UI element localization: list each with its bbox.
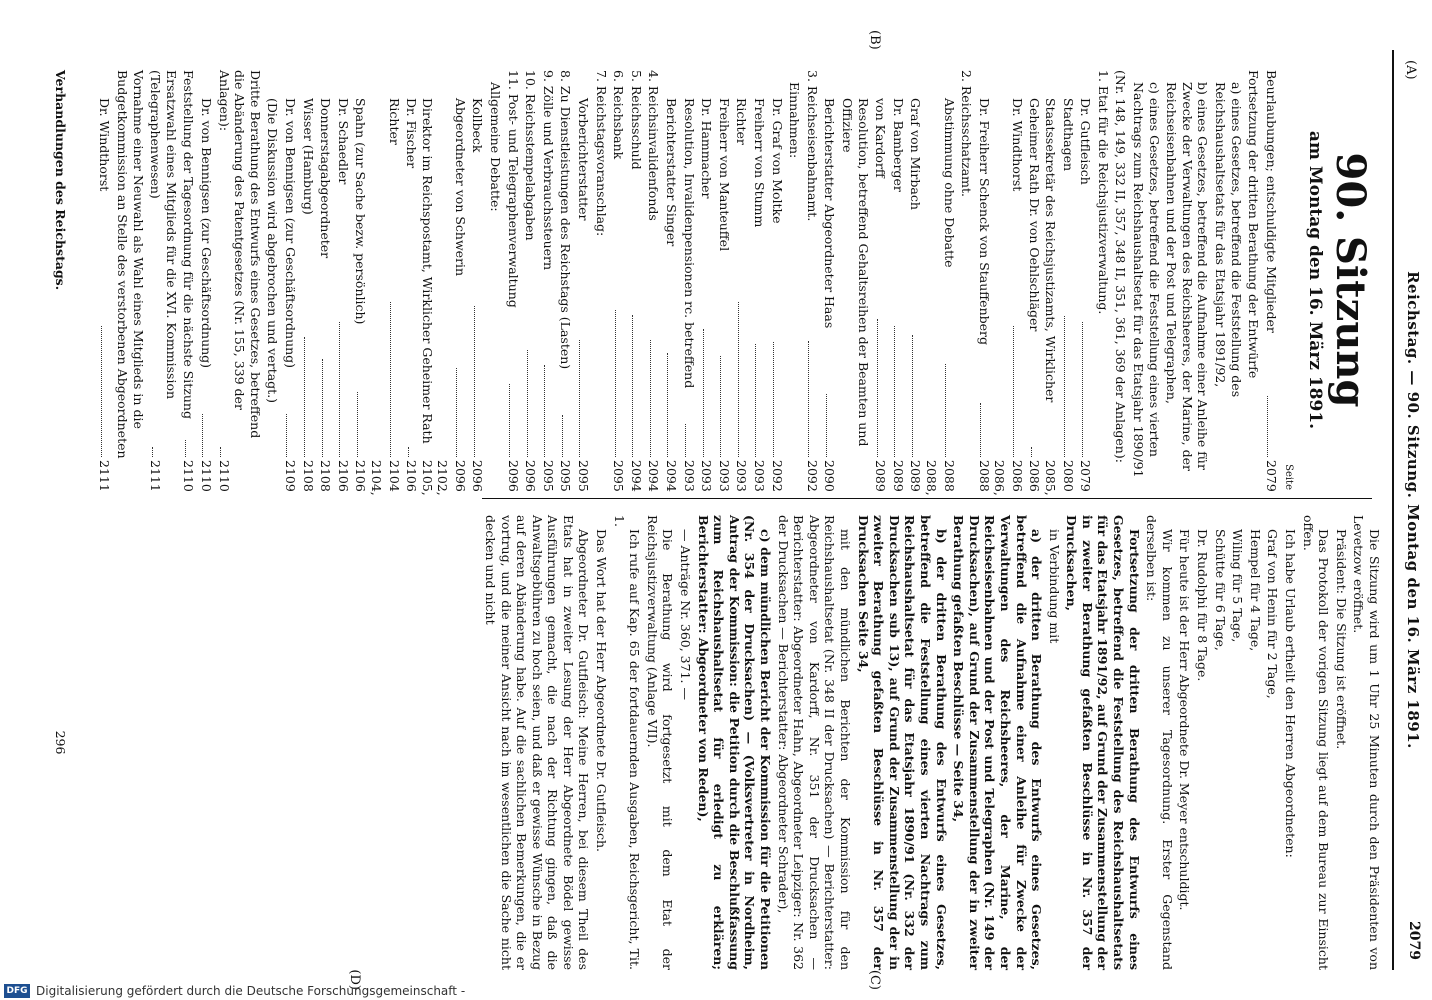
- toc-entry-text: Dritte Berathung des Entwurfs eines Gesetzes, betreffend die Abänderung des Patentgesetzes (Nr. 155, 339 der Anlagen):: [216, 70, 263, 439]
- proceedings-paragraph: Das Wort hat der Herr Abgeordnete Dr. Gutfleisch.: [594, 529, 610, 853]
- toc-entry: [575, 70, 591, 490]
- proceedings-paragraph: Das Protokoll der vorigen Sitzung liegt auf dem Bureau zur Einsicht offen.: [1300, 515, 1332, 970]
- toc-entry-text: 8. Zu Dienstleistungen des Reichstags (Lasten): [558, 70, 574, 370]
- toc-leader-dots: [562, 415, 563, 457]
- toc-entry-text: 6. Reichsbank: [611, 70, 627, 160]
- toc-entry: [97, 70, 113, 490]
- toc-entry: [148, 70, 179, 490]
- toc-entry-text: Einnahmen:: [787, 82, 803, 159]
- toc-entry-page: 2106: [335, 460, 351, 492]
- session-date: am Montag den 16. März 1891.: [1305, 130, 1325, 430]
- toc-entry-text: Graf von Mirbach: [908, 98, 924, 210]
- toc-entry: [1113, 70, 1129, 490]
- toc-entry-text: Wisser (Hamburg): [300, 98, 316, 215]
- toc-entry-page: 2088: [941, 460, 957, 492]
- toc-entry-page: 2086, 2088: [976, 460, 1008, 496]
- toc-entry-text: Beurlaubungen; entschuldigte Mitglieder: [1263, 70, 1279, 333]
- toc-leader-dots: [509, 384, 510, 457]
- toc-leader-dots: [408, 447, 409, 457]
- toc-entry-text: Spahn (zur Sache bezw. persönlich): [353, 98, 369, 325]
- toc-entry-page: 2109: [282, 460, 298, 492]
- toc-entry-text: Direktor im Reichspostamt, Wirklicher Geheimer Rath Dr. Fischer: [404, 98, 435, 444]
- column-divider: [482, 498, 1372, 499]
- toc-leader-dots: [1031, 447, 1032, 457]
- margin-letter-b: (B): [867, 30, 882, 50]
- toc-leader-dots: [877, 319, 878, 457]
- toc-entry-page: 2094: [664, 460, 680, 492]
- toc-entry-text: Dr. Gutfleisch: [1078, 98, 1094, 185]
- toc-leader-dots: [527, 350, 528, 457]
- toc-entry: [751, 70, 767, 490]
- toc-entry: [593, 70, 609, 490]
- proceedings-paragraph: b) der dritten Berathung des Entwurfs eines Gesetzes, betreffend die Feststellung eines vierten Nachtrags zum Reichshaushaltsetat für das Etatsjahr 1890/91 (Nr. 332 der Drucksachen sub 13), auf Grund der Zusammenstellung der in zweiter Berathung gefaßten Beschlüsse in Nr. 357 der Drucksachen Seite 34,: [855, 515, 949, 970]
- margin-letter-a: (A): [1403, 60, 1418, 80]
- toc-entry: [1078, 70, 1094, 490]
- toc-entry: [1263, 70, 1279, 490]
- toc-entry: [769, 70, 785, 490]
- toc-entry: [300, 70, 316, 490]
- toc-leader-dots: [357, 392, 358, 457]
- toc-leader-dots: [339, 322, 340, 457]
- toc-entry: [114, 70, 145, 490]
- toc-entry-page: 2079: [1263, 460, 1279, 492]
- toc-entry-text: c) eines Gesetzes, betreffend die Feststellung eines vierten Nachtrags zum Reichshaushaltsetat für das Etatsjahr 1890/91: [1131, 82, 1162, 478]
- toc-entry: [404, 70, 451, 496]
- toc-entry: [1212, 70, 1243, 490]
- toc-entry-page: 2095: [558, 460, 574, 492]
- toc-leader-dots: [615, 310, 616, 457]
- toc-entry-page: 2111: [148, 460, 164, 492]
- toc-entry-text: Dr. Freiherr Schenck von Stauffenberg: [976, 98, 992, 346]
- proceedings-paragraph: a) der dritten Berathung des Entwurfs eines Gesetzes, betreffend die Aufnahme einer Anleihe für Zwecke der Verwaltungen des Reichsheeres, der Marine, der Reichseisenbahnen und der Post und Telegraphen (Nr. 149 der Drucksachen), auf Grund der Zusammenstellung der in zweiter Berathung gefaßten Beschlüsse — Seite 34,: [951, 515, 1045, 970]
- toc-entry-page: 2080: [1060, 460, 1076, 492]
- toc-leader-dots: [650, 340, 651, 457]
- toc-leader-dots: [322, 359, 323, 457]
- proceedings-paragraph: — Anträge Nr. 360, 371. —: [678, 529, 694, 700]
- toc-leader-dots: [1013, 326, 1014, 457]
- toc-entry-page: 2104, 2106: [353, 460, 384, 496]
- toc-entry: [959, 70, 975, 490]
- toc-entry: [540, 70, 556, 490]
- toc-leader-dots: [1082, 322, 1083, 457]
- toc-entry: [716, 70, 732, 490]
- toc-entry-page: 2089: [873, 460, 889, 492]
- proceedings-paragraph: Wir kommen zu unserer Tagesordnung. Erster Gegenstand derselben ist:: [1144, 515, 1175, 970]
- toc-leader-dots: [202, 414, 203, 457]
- toc-entry-text: Abstimmung ohne Debatte: [941, 98, 957, 268]
- toc-leader-dots: [826, 394, 827, 457]
- toc-entry-text: Kollbeck: [470, 98, 486, 153]
- toc-leader-dots: [579, 340, 580, 457]
- toc-entry-page: 2093: [716, 460, 732, 492]
- toc-leader-dots: [808, 341, 809, 457]
- toc-entry-text: 3. Reichseisenbahnamt.: [804, 70, 820, 222]
- proceedings-paragraph: mit den mündlichen Berichten der Kommission für den Reichshaushaltsetat (Nr. 348 II der Drucksachen) — Berichterstatter: Abgeordneter von Kardorff, Nr. 351 der Drucksachen — Berichterstatter: Abgeordneter Hahn, Abgeordneter Leipziger: Nr. 362 der Drucksachen — Berichterstatter: Abgeordneter Schrader),: [775, 515, 853, 970]
- toc-entry: [976, 70, 1008, 496]
- toc-entry-text: 4. Reichsinvalidenfonds: [646, 70, 662, 221]
- toc-leader-dots: [755, 344, 756, 457]
- toc-entry-page: 2089: [890, 460, 906, 492]
- toc-entry-page: 2090: [822, 460, 838, 492]
- toc-entry: [941, 70, 957, 490]
- toc-entry-text: Freiherr von Stumm: [752, 98, 767, 228]
- toc-leader-dots: [703, 329, 704, 457]
- toc-leader-dots: [667, 353, 668, 457]
- toc-leader-dots: [390, 302, 391, 457]
- toc-entry: [1027, 70, 1059, 496]
- toc-entry: [558, 70, 574, 490]
- toc-entry-text: Dr. Windthorst: [97, 98, 113, 192]
- proceedings-paragraph: Abgeordneter Dr. Gutfleisch: Meine Herren, bei diesem Theil des Etats hat in zweiter Lesung der Herr Abgeordnete Bödel gewisse Ausführungen gemacht, die nach der Richtung gingen, daß die Anwaltsgebühren zu hoch seien, und daß er gewisse Wünsche in Bezug auf deren Abänderung habe. Auf die sachlichen Bemerkungen, die er vortrug, und die meiner Ansicht nach im wesentlichen die Sache nicht decken und nicht: [482, 515, 592, 970]
- page-number: 2079: [1406, 921, 1422, 960]
- toc-leader-dots: [286, 414, 287, 457]
- toc-entry-page: 2108: [300, 460, 316, 492]
- toc-entry: [353, 70, 384, 496]
- proceedings-paragraph: Die Sitzung wird um 1 Uhr 25 Minuten durch den Präsidenten von Levetzow eröffnet.: [1351, 515, 1382, 970]
- toc-entry: [699, 70, 715, 490]
- toc-leader-dots: [474, 306, 475, 457]
- table-of-contents: [97, 70, 1279, 496]
- proceedings-paragraph: Die Berathung wird fortgesetzt mit dem Etat der Reichsjustizverwaltung (Anlage VII).: [644, 515, 676, 970]
- toc-entry-text: Staatssekretär des Reichsjustizamts, Wirklicher Geheimer Rath Dr. von Oehlschläger: [1027, 98, 1059, 403]
- toc-entry: [628, 70, 644, 490]
- toc-entry-page: 2104: [386, 460, 402, 492]
- toc-entry: [386, 70, 402, 490]
- toc-entry: [265, 70, 281, 490]
- toc-entry-text: Dr. Bamberger: [890, 98, 906, 192]
- toc-leader-dots: [773, 342, 774, 457]
- toc-entry: [198, 70, 214, 490]
- toc-entry: [335, 70, 351, 490]
- toc-entry-text: Dr. Windthorst: [1009, 98, 1025, 192]
- toc-entry-text: 11. Post- und Telegraphenverwaltung: [505, 70, 521, 308]
- digitization-watermark: [0, 980, 1432, 1000]
- toc-entry-text: Stadthagen: [1060, 98, 1076, 172]
- toc-entry: [1095, 70, 1111, 490]
- toc-entry-page: 2088, 2089: [908, 460, 939, 496]
- toc-entry-page: 2092: [769, 460, 785, 492]
- toc-entry: [1060, 70, 1076, 490]
- toc-entry-text: (Nr. 148, 149, 332 II, 357, 348 II, 351, 361, 369 der Anlagen):: [1113, 70, 1129, 463]
- toc-entry: [611, 70, 627, 490]
- toc-entry-page: 2110: [181, 460, 197, 492]
- toc-entry-text: Dr. von Bennigsen (zur Geschäftsordnung): [282, 98, 298, 369]
- footer-verhandlungen: Verhandlungen des Reichstags.: [52, 70, 68, 291]
- proceedings-paragraph: in Verbindung mit: [1046, 529, 1062, 644]
- toc-entry-text: Richter: [734, 98, 750, 145]
- toc-entry: [663, 70, 679, 490]
- toc-entry-text: b) eines Gesetzes, betreffend die Aufnahme einer Anleihe für Zwecke der Verwaltungen des Reichsheeres, der Marine, der Reichseisenbahnen und der Post und Telegraphen,: [1164, 82, 1211, 472]
- toc-entry-page: 2096: [505, 460, 521, 492]
- proceedings-paragraph: Graf von Henin für 2 Tage,: [1265, 529, 1281, 699]
- toc-entry: [787, 70, 803, 490]
- toc-leader-dots: [1267, 396, 1268, 457]
- toc-entry-page: 2108: [318, 460, 334, 492]
- toc-entry: [452, 70, 468, 490]
- toc-entry: [181, 70, 197, 490]
- toc-entry-page: 2079: [1078, 460, 1094, 492]
- toc-leader-dots: [152, 447, 153, 457]
- toc-entry-text: Fortsetzung der dritten Berathung der Entwürfe: [1246, 70, 1262, 379]
- toc-entry: [523, 70, 539, 490]
- toc-leader-dots: [945, 364, 946, 457]
- toc-entry: [1009, 70, 1025, 490]
- proceedings-paragraph: Ich rufe auf Kap. 65 der fortdauernden Ausgaben, Reichsgericht, Tit. 1.: [611, 515, 643, 970]
- toc-entry: [488, 70, 504, 490]
- running-header: [1398, 60, 1426, 960]
- right-column-proceedings: [52, 515, 1382, 990]
- proceedings-paragraph: Ich habe Urlaub ertheilt den Herren Abgeordneten:: [1283, 529, 1299, 858]
- toc-leader-dots: [912, 335, 913, 457]
- toc-entry-page: 2095: [576, 460, 592, 492]
- toc-leader-dots: [220, 447, 221, 457]
- proceedings-paragraph: Präsident: Die Sitzung ist eröffnet.: [1333, 529, 1349, 750]
- toc-entry-text: Berichterstatter Singer: [664, 98, 680, 247]
- toc-entry-text: (Die Diskussion wird abgebrochen und vertagt.): [265, 98, 281, 404]
- toc-entry-page: 2093: [699, 460, 715, 492]
- toc-entry: [646, 70, 662, 490]
- toc-entry-text: a) eines Gesetzes, betreffend die Feststellung des Reichshaushaltsetats für das Etatsjahr 1891/92,: [1213, 82, 1244, 398]
- proceedings-paragraph: Wiling für 5 Tage,: [1230, 529, 1246, 643]
- session-title: 90. Sitzung: [1327, 152, 1374, 408]
- proceedings-paragraph: c) dem mündlichen Bericht der Kommission für die Petitionen (Nr. 354 der Drucksachen) — (Volksvertreter in Nordheim, Antrag der Kommission: die Petition durch die Beschlußfassung zum Reichshaushaltsetat für erledigt zu erklären; Berichterstatter: Abgeordneter von Reden),: [695, 515, 774, 970]
- toc-leader-dots: [1064, 316, 1065, 457]
- toc-entry-text: Donnerstagabgeordneter: [318, 98, 334, 259]
- toc-leader-dots: [720, 356, 721, 457]
- toc-entry: [734, 70, 750, 490]
- toc-entry-text: von Kardorff: [873, 98, 889, 178]
- toc-entry-text: Dr. Hammacher: [699, 98, 715, 199]
- toc-leader-dots: [685, 424, 686, 457]
- toc-leader-dots: [894, 326, 895, 457]
- toc-entry-text: 7. Reichstagsvoranschlag:: [593, 70, 609, 237]
- toc-entry-text: Feststellung der Tagesordnung für die nächste Sitzung: [181, 70, 197, 419]
- toc-entry-page: 2094: [646, 460, 662, 492]
- proceedings-text: [482, 515, 1382, 970]
- toc-entry-text: Resolution, Invalidenpensionen rc. betreffend: [681, 98, 697, 389]
- toc-entry-page: 2110: [199, 460, 214, 492]
- toc-entry-text: Richter: [386, 98, 402, 145]
- dfg-logo-icon: DFG: [4, 984, 30, 998]
- toc-leader-dots: [632, 315, 633, 457]
- proceedings-paragraph: Schütte für 6 Tage,: [1212, 529, 1228, 651]
- toc-leader-dots: [304, 337, 305, 457]
- footer-sheet-number: 296: [52, 730, 68, 755]
- watermark-text: Digitalisierung gefördert durch die Deutsche Forschungsgemeinschaft -: [36, 984, 466, 998]
- toc-leader-dots: [456, 368, 457, 457]
- toc-entry-text: Dr. von Bennigsen (zur Geschäftsordnung): [199, 98, 214, 369]
- toc-entry-page: 2110: [216, 460, 232, 492]
- seite-label: Seite: [1283, 464, 1295, 490]
- toc-entry-page: 2092: [804, 460, 820, 492]
- toc-entry-text: Abgeordneter von Schwerin: [452, 98, 468, 277]
- toc-entry-text: Ersatzwahl eines Mitglieds für die XVI. Kommission (Telegraphenwesen): [148, 70, 179, 400]
- header-rule: [1392, 50, 1394, 970]
- header-title: Reichstag. — 90. Sitzung. Montag den 16. März 1891.: [1404, 271, 1422, 749]
- toc-entry-page: 2093: [752, 460, 767, 492]
- toc-entry-text: Freiherr von Manteuffel: [716, 98, 732, 252]
- toc-entry: [681, 70, 697, 490]
- toc-entry-page: 2111: [97, 460, 113, 492]
- toc-entry: [216, 70, 263, 490]
- proceedings-paragraph: Fortsetzung der dritten Berathung des Entwurfs eines Gesetzes, betreffend die Feststellung des Reichshaushaltsetats für das Etatsjahr 1891/92, auf Grund der Zusammenstellung der in zweiter Berathung gefaßten Beschlüsse in Nr. 357 der Drucksachen,: [1064, 515, 1142, 970]
- toc-entry-page: 2086: [1009, 460, 1025, 492]
- proceedings-paragraph: Hempel für 4 Tage,: [1247, 529, 1263, 652]
- toc-entry-page: 2095: [540, 460, 556, 492]
- toc-entry-text: 9. Zölle und Verbrauchssteuern: [540, 70, 556, 271]
- toc-entry-text: Allgemeine Debatte:: [488, 82, 504, 212]
- toc-entry-page: 2096: [452, 460, 468, 492]
- toc-entry-page: 2093: [734, 460, 750, 492]
- toc-leader-dots: [185, 440, 186, 458]
- toc-leader-dots: [544, 365, 545, 457]
- toc-entry: [839, 70, 870, 490]
- toc-entry-page: 2093: [681, 460, 697, 492]
- toc-entry-text: Resolution, betreffend Gehaltsreihen der Beamten und Offiziere: [839, 98, 871, 447]
- toc-entry: [908, 70, 939, 496]
- toc-entry-page: 2096: [470, 460, 486, 492]
- toc-entry-text: Berichterstatter Abgeordneter Haas: [822, 98, 838, 329]
- margin-letter-c: (C): [867, 969, 882, 990]
- toc-entry-text: Vornahme einer Neuwahl als Wahl eines Mitglieds in die Budgetkommission an Stelle des verstorbenen Abgeordneten: [115, 70, 146, 459]
- toc-entry: [470, 70, 486, 490]
- toc-entry: [890, 70, 906, 490]
- toc-leader-dots: [738, 302, 739, 457]
- toc-entry: [505, 70, 521, 490]
- toc-entry-text: Dr. Graf von Moltke: [769, 98, 785, 224]
- toc-entry: [804, 70, 820, 490]
- toc-entry: [1164, 70, 1211, 490]
- toc-leader-dots: [101, 326, 102, 457]
- toc-entry-text: 2. Reichsschatzamt.: [959, 70, 975, 198]
- margin-letter-d: (D): [347, 969, 362, 990]
- toc-leader-dots: [980, 403, 981, 458]
- toc-entry: [282, 70, 298, 490]
- toc-entry-page: 2085, 2086: [1027, 460, 1059, 496]
- toc-entry-text: 5. Reichsschuld: [628, 70, 644, 170]
- toc-entry-page: 2095: [611, 460, 627, 492]
- toc-entry-text: Vorberichterstatter: [576, 98, 592, 221]
- toc-entry-text: Dr. Schaedler: [335, 98, 351, 185]
- toc-entry: [318, 70, 334, 490]
- toc-entry-text: 10. Reichsstempelabgaben: [523, 70, 539, 241]
- toc-entry: [1130, 70, 1161, 490]
- toc-entry: [873, 70, 889, 490]
- toc-entry-text: 1. Etat für die Reichsjustizverwaltung.: [1095, 70, 1111, 315]
- proceedings-paragraph: Dr. Rudolphi für 8 Tage.: [1195, 529, 1211, 682]
- left-column-contents: [52, 30, 1382, 496]
- toc-entry: [1246, 70, 1262, 490]
- toc-entry: [822, 70, 838, 490]
- toc-entry-page: 2096: [523, 460, 539, 492]
- toc-entry-page: 2102, 2105, 2106: [404, 460, 451, 496]
- proceedings-paragraph: Für heute ist der Herr Abgeordnete Dr. Meyer entschuldigt.: [1177, 529, 1193, 911]
- toc-entry-page: 2094: [628, 460, 644, 492]
